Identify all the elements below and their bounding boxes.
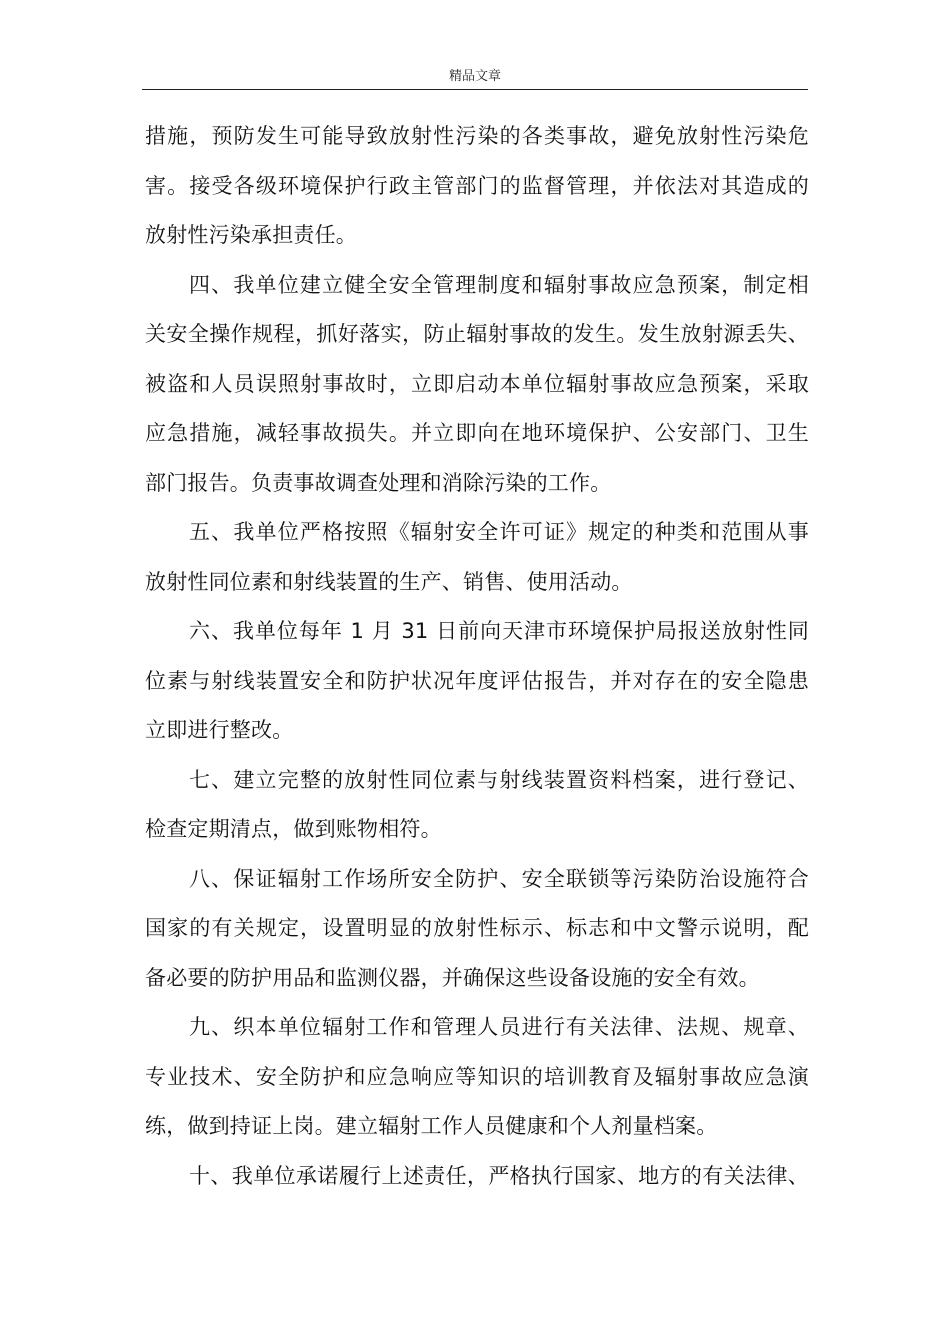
text-line: 检查定期清点，做到账物相符。 [145,817,442,841]
text-line: 放射性同位素和射线装置的生产、销售、使用活动。 [145,569,633,594]
text-line: 关安全操作规程，抓好落实，防止辐射事故的发生。发生放射源丢失、 [145,322,809,346]
text-line: 位素与射线装置安全和防护状况年度评估报告，并对存在的安全隐患 [145,668,809,693]
text-line: 九、织本单位辐射工作和管理人员进行有关法律、法规、规章、 [189,1015,809,1039]
text-line: 六、我单位每年 1 月 31 日前向天津市环境保护局报送放射性同 [189,619,809,643]
text-line: 被盗和人员误照射事故时，立即启动本单位辐射事故应急预案，采取 [145,371,809,396]
text-line: 措施，预防发生可能导致放射性污染的各类事故，避免放射性污染危 [145,124,809,148]
text-line: 七、建立完整的放射性同位素与射线装置资料档案，进行登记、 [189,767,809,792]
page-header-title: 精品文章 [448,69,501,84]
text-line: 应急措施，减轻事故损失。并立即向在地环境保护、公安部门、卫生 [145,421,809,445]
text-line: 放射性污染承担责任。 [145,223,357,247]
text-line: 害。接受各级环境保护行政主管部门的监督管理，并依法对其造成的 [145,173,809,198]
header-divider [142,89,808,90]
text-line: 部门报告。负责事故调查处理和消除污染的工作。 [145,470,612,495]
text-line: 国家的有关规定，设置明显的放射性标示、标志和中文警示说明，配 [145,916,809,940]
text-line: 五、我单位严格按照《辐射安全许可证》规定的种类和范围从事 [189,520,809,544]
text-line: 备必要的防护用品和监测仪器，并确保这些设备设施的安全有效。 [145,965,760,990]
text-line: 练，做到持证上岗。建立辐射工作人员健康和个人剂量档案。 [145,1114,718,1138]
text-line: 八、保证辐射工作场所安全防护、安全联锁等污染防治设施符合 [189,866,809,891]
document-body [145,112,809,1201]
text-line: 专业技术、安全防护和应急响应等知识的培训教育及辐射事故应急演 [145,1064,809,1089]
text-line: 四、我单位建立健全安全管理制度和辐射事故应急预案，制定相 [189,272,809,297]
text-line: 立即进行整改。 [145,718,294,742]
text-line: 十、我单位承诺履行上述责任，严格执行国家、地方的有关法律、 [189,1163,809,1188]
